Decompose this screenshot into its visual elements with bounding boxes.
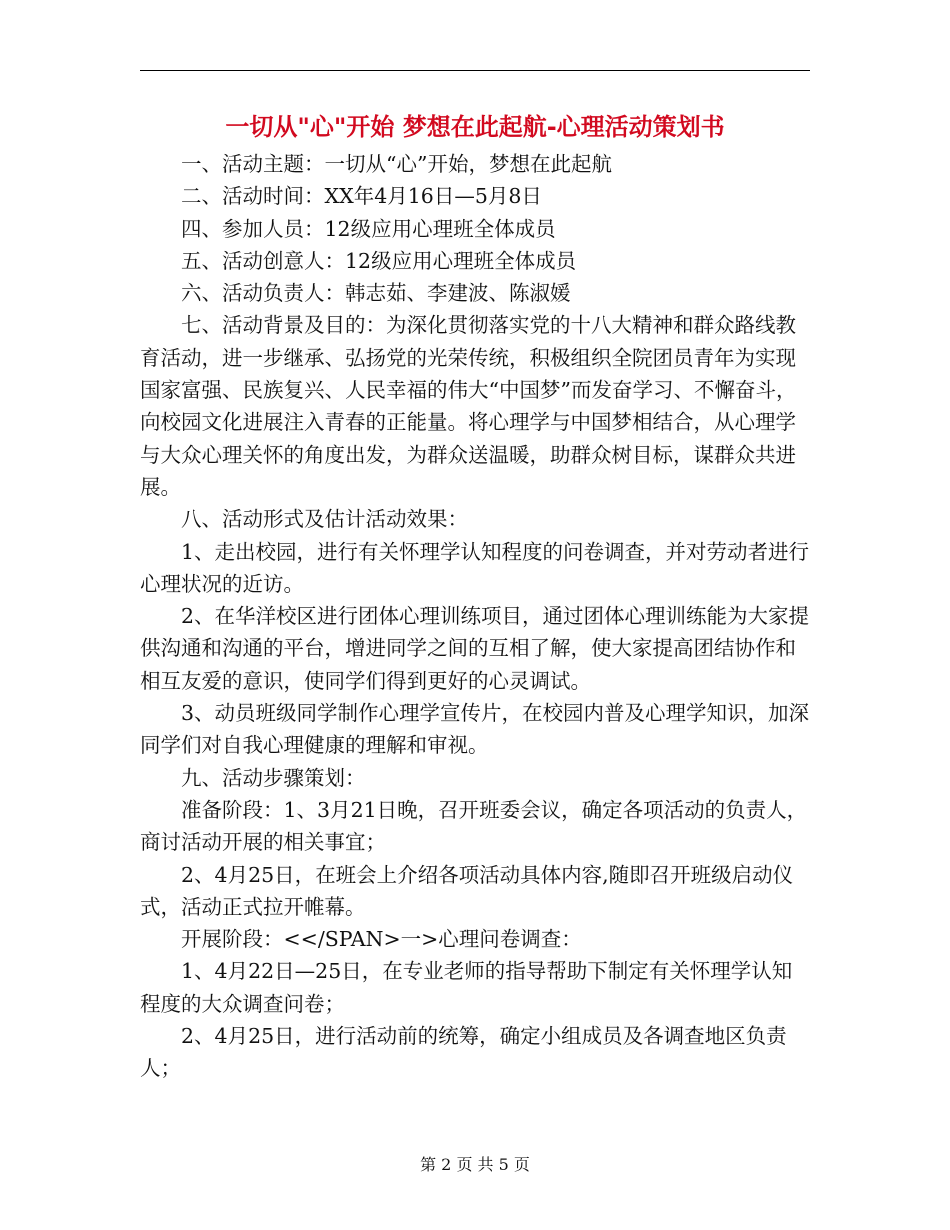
paragraph-time: 二、活动时间：XX年4月16日—5月8日: [181, 184, 542, 209]
page-number: 第 2 页 共 5 页: [420, 1155, 530, 1174]
paragraph-execution-1: 1、4月22日—25日，在专业老师的指导帮助下制定有关怀理学认知程度的大众调查问卷；: [140, 959, 793, 1016]
paragraph-format-1: 1、走出校园，进行有关怀理学认知程度的问卷调查，并对劳动者进行心理状况的近访。: [140, 539, 810, 596]
paragraph-execution-heading: 开展阶段：<</SPAN>一>心理问卷调查：: [181, 927, 582, 952]
paragraph-background: 七、活动背景及目的：为深化贯彻落实党的十八大精神和群众路线教育活动，进一步继承、弘扬党的光荣传统，积极组织全院团员青年为实现国家富强、民族复兴、人民幸福的伟大“中国梦”而发奋学习、不懈奋斗，向校园文化进展注入青春的正能量。将心理学与中国梦相结合，从心理学与大众心理关怀的角度出发，为群众送温暖，助群众树目标，谋群众共进展。: [140, 313, 797, 499]
paragraph-participants: 四、参加人员：12级应用心理班全体成员: [181, 216, 556, 241]
paragraph-creators: 五、活动创意人：12级应用心理班全体成员: [181, 248, 577, 273]
header-rule: [140, 70, 810, 71]
document-title: 一切从"心"开始 梦想在此起航-心理活动策划书: [225, 113, 725, 141]
document-body: [140, 148, 810, 1085]
paragraph-prep-2: 2、4月25日，在班会上介绍各项活动具体内容,随即召开班级启动仪式，活动正式拉开帷幕。: [140, 862, 794, 919]
paragraph-prep-1: 准备阶段：1、3月21日晚，召开班委会议，确定各项活动的负责人，商讨活动开展的相关事宜；: [140, 797, 808, 855]
paragraph-theme: 一、活动主题：一切从“心”开始，梦想在此起航: [181, 152, 612, 176]
paragraph-leaders: 六、活动负责人：韩志茹、李建波、陈淑媛: [181, 281, 571, 306]
paragraph-format-heading: 八、活动形式及估计活动效果：: [181, 507, 468, 532]
paragraph-format-3: 3、动员班级同学制作心理学宣传片，在校园内普及心理学知识，加深同学们对自我心理健康的理解和审视。: [140, 701, 810, 758]
paragraph-steps-heading: 九、活动步骤策划：: [181, 765, 366, 790]
paragraph-format-2: 2、在华洋校区进行团体心理训练项目，通过团体心理训练能为大家提供沟通和沟通的平台，增进同学之间的互相了解，使大家提高团结协作和相互友爱的意识，使同学们得到更好的心灵调试。: [140, 604, 810, 693]
paragraph-execution-2: 2、4月25日，进行活动前的统筹，确定小组成员及各调查地区负责人；: [140, 1024, 787, 1081]
